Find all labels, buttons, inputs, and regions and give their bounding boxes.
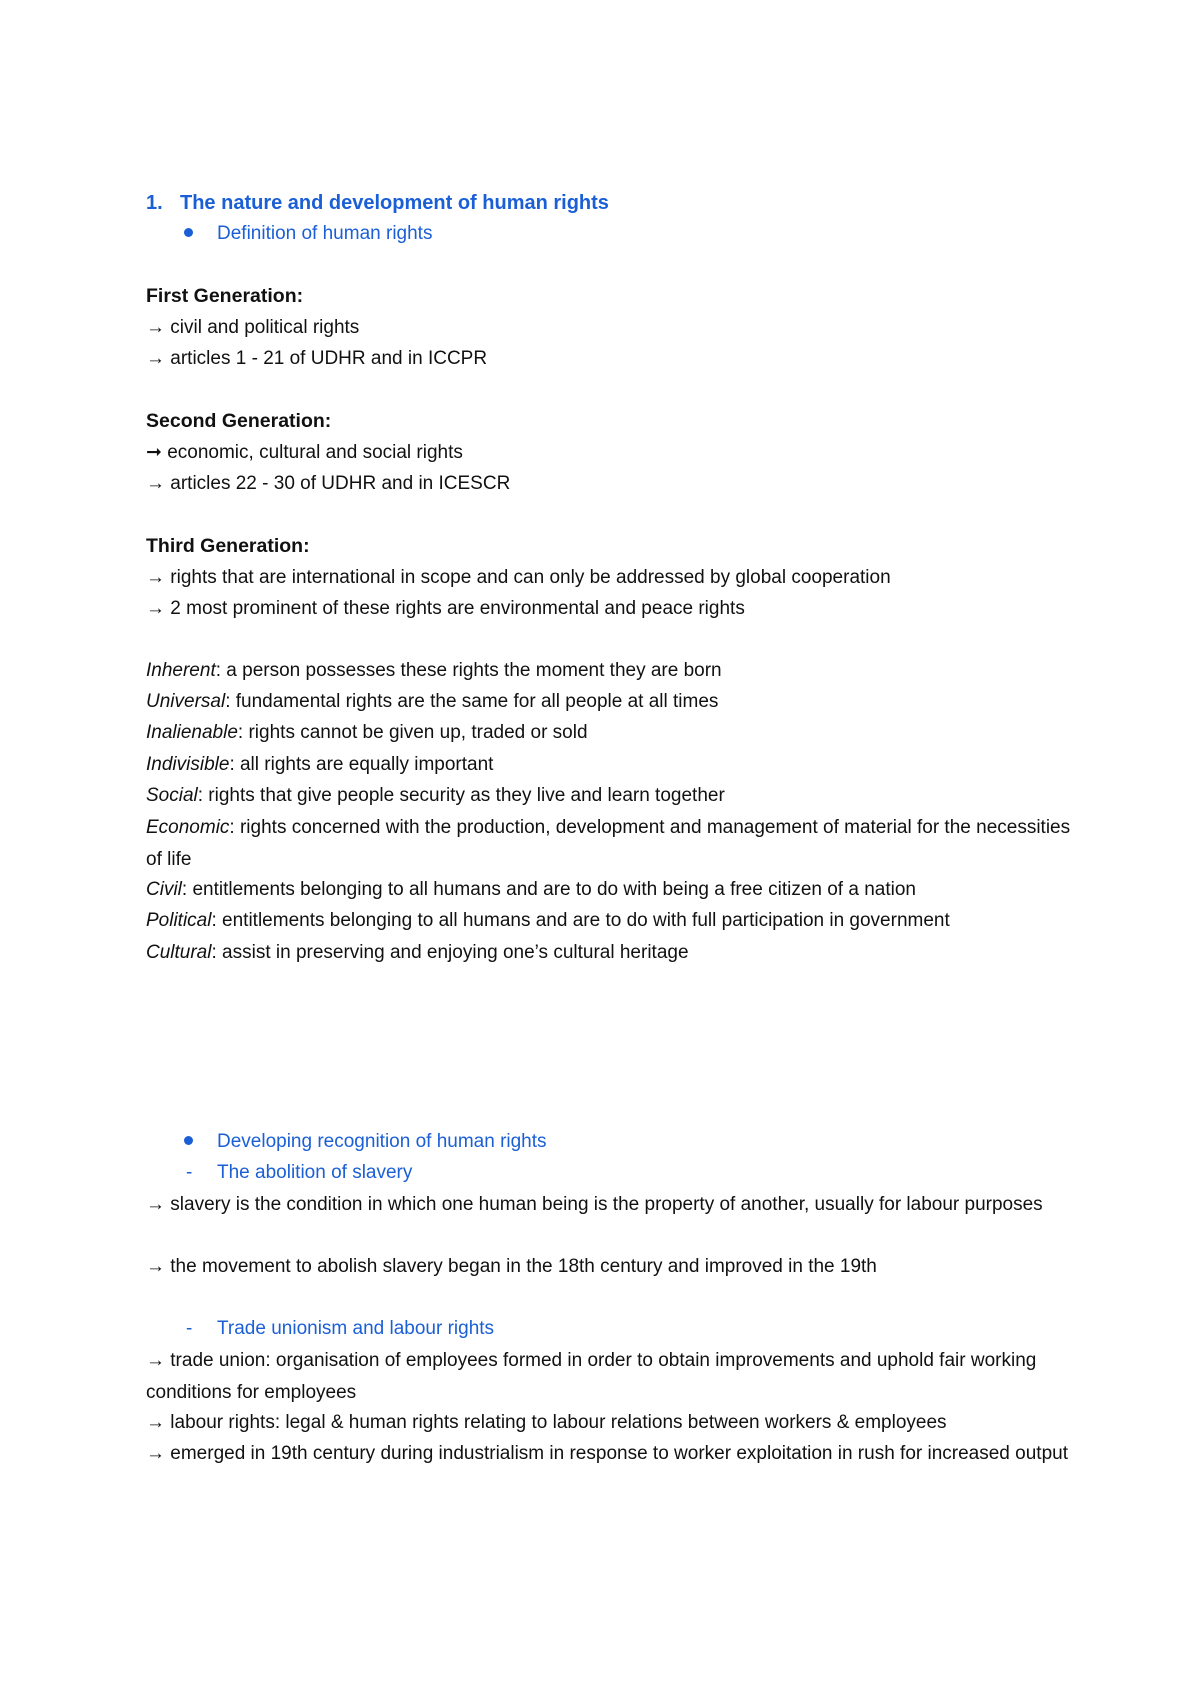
term-name: Inherent <box>146 660 216 681</box>
second-generation-line-2: → articles 22 - 30 of UDHR and in ICESCR <box>146 473 511 494</box>
term-name: Cultural <box>146 942 212 963</box>
term-definition: : rights cannot be given up, traded or sold <box>237 722 588 743</box>
subheading-unions <box>146 1313 1080 1345</box>
bullet-label: Definition of human rights <box>217 223 433 244</box>
third-generation-heading: Third Generation: <box>146 535 310 557</box>
term-name: Economic <box>146 817 230 838</box>
term-political <box>146 905 1080 937</box>
bullet-icon <box>184 228 193 237</box>
first-generation-line-2: → articles 1 - 21 of UDHR and in ICCPR <box>146 348 488 369</box>
term-civil <box>146 874 1080 906</box>
subheading-label: The abolition of slavery <box>217 1162 413 1183</box>
first-generation-heading: First Generation: <box>146 285 304 307</box>
term-inalienable <box>146 717 1080 749</box>
third-generation-line-2: → 2 most prominent of these rights are environmental and peace rights <box>146 598 745 619</box>
bullet-label: Developing recognition of human rights <box>217 1131 547 1152</box>
term-definition: : rights concerned with the production, development and management of material for the necessities of life <box>146 817 1071 870</box>
term-definition: : a person possesses these rights the moment they are born <box>215 660 722 681</box>
term-definition: : all rights are equally important <box>229 754 494 775</box>
bullet-recognition <box>146 1126 1080 1158</box>
term-name: Inalienable <box>146 722 238 743</box>
dash-marker: - <box>186 1162 193 1183</box>
term-indivisible <box>146 749 1080 781</box>
term-definition: : entitlements belonging to all humans and are to do with full participation in government <box>211 910 950 931</box>
unions-line-1: → trade union: organisation of employees formed in order to obtain improvements and uphold fair working conditions for employees <box>146 1350 1037 1403</box>
section-heading <box>146 187 1080 219</box>
dash-marker: - <box>186 1318 193 1339</box>
second-generation-line-1: ➞ economic, cultural and social rights <box>146 442 463 463</box>
term-name: Civil <box>146 879 182 900</box>
term-universal <box>146 686 1080 718</box>
term-cultural <box>146 937 1080 969</box>
term-name: Universal <box>146 691 226 712</box>
term-name: Social <box>146 785 198 806</box>
subheading-label: Trade unionism and labour rights <box>217 1318 495 1339</box>
term-social <box>146 780 1080 812</box>
term-definition: : assist in preserving and enjoying one’s cultural heritage <box>211 942 689 963</box>
bullet-definition <box>146 218 1080 250</box>
unions-line-2: → labour rights: legal & human rights relating to labour relations between workers & employees <box>146 1412 947 1433</box>
bullet-icon <box>184 1136 193 1145</box>
subheading-slavery <box>146 1157 1080 1189</box>
second-generation-heading: Second Generation: <box>146 410 332 432</box>
first-generation-line-1: → civil and political rights <box>146 317 360 338</box>
term-definition: : entitlements belonging to all humans and are to do with being a free citizen of a nation <box>181 879 916 900</box>
term-definition: : fundamental rights are the same for all people at all times <box>225 691 719 712</box>
section-title: The nature and development of human rights <box>180 192 609 214</box>
term-name: Indivisible <box>146 754 230 775</box>
third-generation-line-1: → rights that are international in scope and can only be addressed by global cooperation <box>146 567 891 588</box>
slavery-line-2: → the movement to abolish slavery began in the 18th century and improved in the 19th <box>146 1256 877 1277</box>
section-number: 1. <box>146 192 163 214</box>
term-definition: : rights that give people security as they live and learn together <box>197 785 725 806</box>
term-name: Political <box>146 910 212 931</box>
unions-line-3: → emerged in 19th century during industrialism in response to worker exploitation in rush for increased output <box>146 1443 1068 1464</box>
term-economic <box>146 812 1080 876</box>
slavery-line-1: → slavery is the condition in which one human being is the property of another, usually for labour purposes <box>146 1194 1043 1215</box>
term-inherent <box>146 655 1080 687</box>
